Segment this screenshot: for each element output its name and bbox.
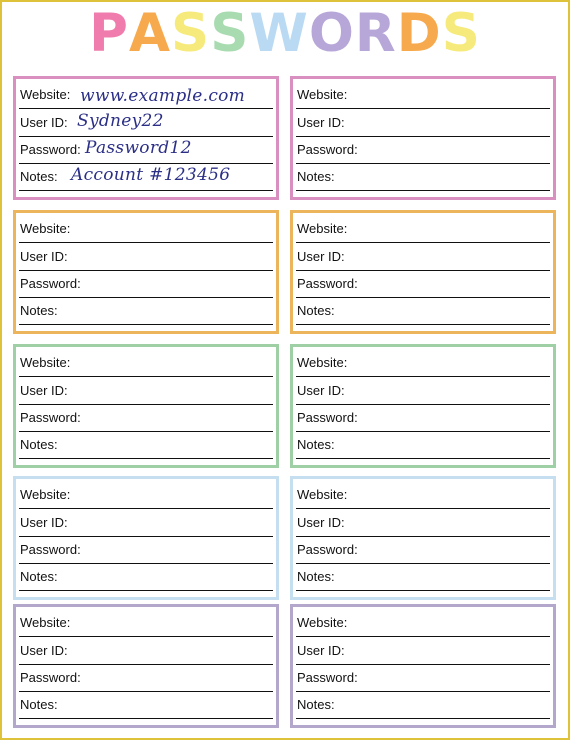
notes-label: Notes: — [297, 697, 335, 712]
password-label: Password: — [297, 276, 358, 291]
user-id-label: User ID: — [297, 643, 345, 658]
website-value: www.example.com — [80, 86, 246, 106]
title-letter: W — [249, 2, 309, 64]
website-label: Website: — [297, 221, 348, 236]
notes-field[interactable] — [296, 431, 550, 459]
user-id-field[interactable] — [296, 243, 550, 271]
user-id-label: User ID: — [297, 515, 345, 530]
notes-field[interactable] — [19, 297, 273, 325]
user-id-field[interactable] — [19, 243, 273, 271]
password-card — [13, 76, 279, 200]
title-letter: A — [128, 2, 172, 64]
notes-field[interactable] — [296, 163, 550, 191]
user-id-label: User ID: — [297, 249, 345, 264]
title-letter: D — [396, 2, 442, 64]
website-field[interactable] — [19, 215, 273, 243]
user-id-field[interactable] — [296, 377, 550, 405]
notes-label: Notes: — [20, 169, 58, 184]
password-field[interactable] — [19, 664, 273, 692]
password-card — [13, 476, 279, 600]
password-card — [290, 344, 556, 468]
notes-field[interactable] — [19, 431, 273, 459]
website-label: Website: — [297, 615, 348, 630]
password-label: Password: — [20, 542, 81, 557]
password-label: Password: — [20, 410, 81, 425]
notes-label: Notes: — [297, 169, 335, 184]
user-id-label: User ID: — [20, 383, 68, 398]
notes-field[interactable] — [19, 691, 273, 719]
password-field[interactable] — [296, 536, 550, 564]
notes-field[interactable] — [19, 563, 273, 591]
password-card — [290, 476, 556, 600]
page-title — [0, 2, 570, 64]
notes-value: Account #123456 — [71, 165, 231, 185]
website-field[interactable] — [19, 349, 273, 377]
password-field[interactable] — [19, 270, 273, 298]
user-id-label: User ID: — [20, 115, 68, 130]
website-field[interactable] — [19, 481, 273, 509]
password-field[interactable] — [296, 136, 550, 164]
website-label: Website: — [297, 87, 348, 102]
title-letter: R — [354, 2, 397, 64]
password-card — [13, 210, 279, 334]
notes-field[interactable] — [296, 297, 550, 325]
website-field[interactable] — [296, 609, 550, 637]
notes-field[interactable] — [296, 563, 550, 591]
notes-field[interactable] — [19, 163, 273, 191]
password-field[interactable] — [19, 404, 273, 432]
user-id-field[interactable] — [19, 509, 273, 537]
notes-label: Notes: — [297, 437, 335, 452]
password-label: Password: — [297, 542, 358, 557]
notes-label: Notes: — [20, 303, 58, 318]
user-id-label: User ID: — [20, 643, 68, 658]
user-id-field[interactable] — [296, 509, 550, 537]
notes-label: Notes: — [297, 303, 335, 318]
website-label: Website: — [20, 355, 71, 370]
notes-field[interactable] — [296, 691, 550, 719]
notes-label: Notes: — [20, 569, 58, 584]
website-label: Website: — [297, 487, 348, 502]
password-field[interactable] — [19, 536, 273, 564]
password-card — [13, 344, 279, 468]
website-field[interactable] — [296, 481, 550, 509]
title-letter: S — [210, 2, 250, 64]
website-label: Website: — [20, 87, 71, 102]
user-id-field[interactable] — [19, 377, 273, 405]
password-value: Password12 — [85, 138, 192, 158]
website-field[interactable] — [296, 81, 550, 109]
notes-label: Notes: — [20, 697, 58, 712]
website-label: Website: — [20, 221, 71, 236]
password-card — [290, 210, 556, 334]
user-id-label: User ID: — [297, 383, 345, 398]
website-label: Website: — [20, 615, 71, 630]
password-label: Password: — [20, 142, 81, 157]
user-id-label: User ID: — [297, 115, 345, 130]
password-field[interactable] — [19, 136, 273, 164]
website-label: Website: — [297, 355, 348, 370]
website-label: Website: — [20, 487, 71, 502]
website-field[interactable] — [296, 215, 550, 243]
password-field[interactable] — [296, 664, 550, 692]
password-label: Password: — [297, 410, 358, 425]
website-field[interactable] — [19, 609, 273, 637]
password-label: Password: — [297, 670, 358, 685]
password-card — [13, 604, 279, 728]
user-id-field[interactable] — [19, 109, 273, 137]
notes-label: Notes: — [20, 437, 58, 452]
password-card — [290, 76, 556, 200]
user-id-field[interactable] — [19, 637, 273, 665]
user-id-value: Sydney22 — [77, 111, 164, 131]
password-card — [290, 604, 556, 728]
user-id-label: User ID: — [20, 515, 68, 530]
website-field[interactable] — [19, 81, 273, 109]
website-field[interactable] — [296, 349, 550, 377]
title-letter: S — [171, 2, 211, 64]
user-id-field[interactable] — [296, 109, 550, 137]
password-label: Password: — [20, 276, 81, 291]
password-label: Password: — [20, 670, 81, 685]
password-label: Password: — [297, 142, 358, 157]
title-letter: S — [441, 2, 481, 64]
notes-label: Notes: — [297, 569, 335, 584]
user-id-field[interactable] — [296, 637, 550, 665]
password-field[interactable] — [296, 270, 550, 298]
title-letter: O — [308, 2, 355, 64]
user-id-label: User ID: — [20, 249, 68, 264]
password-field[interactable] — [296, 404, 550, 432]
title-letter: P — [89, 2, 129, 64]
